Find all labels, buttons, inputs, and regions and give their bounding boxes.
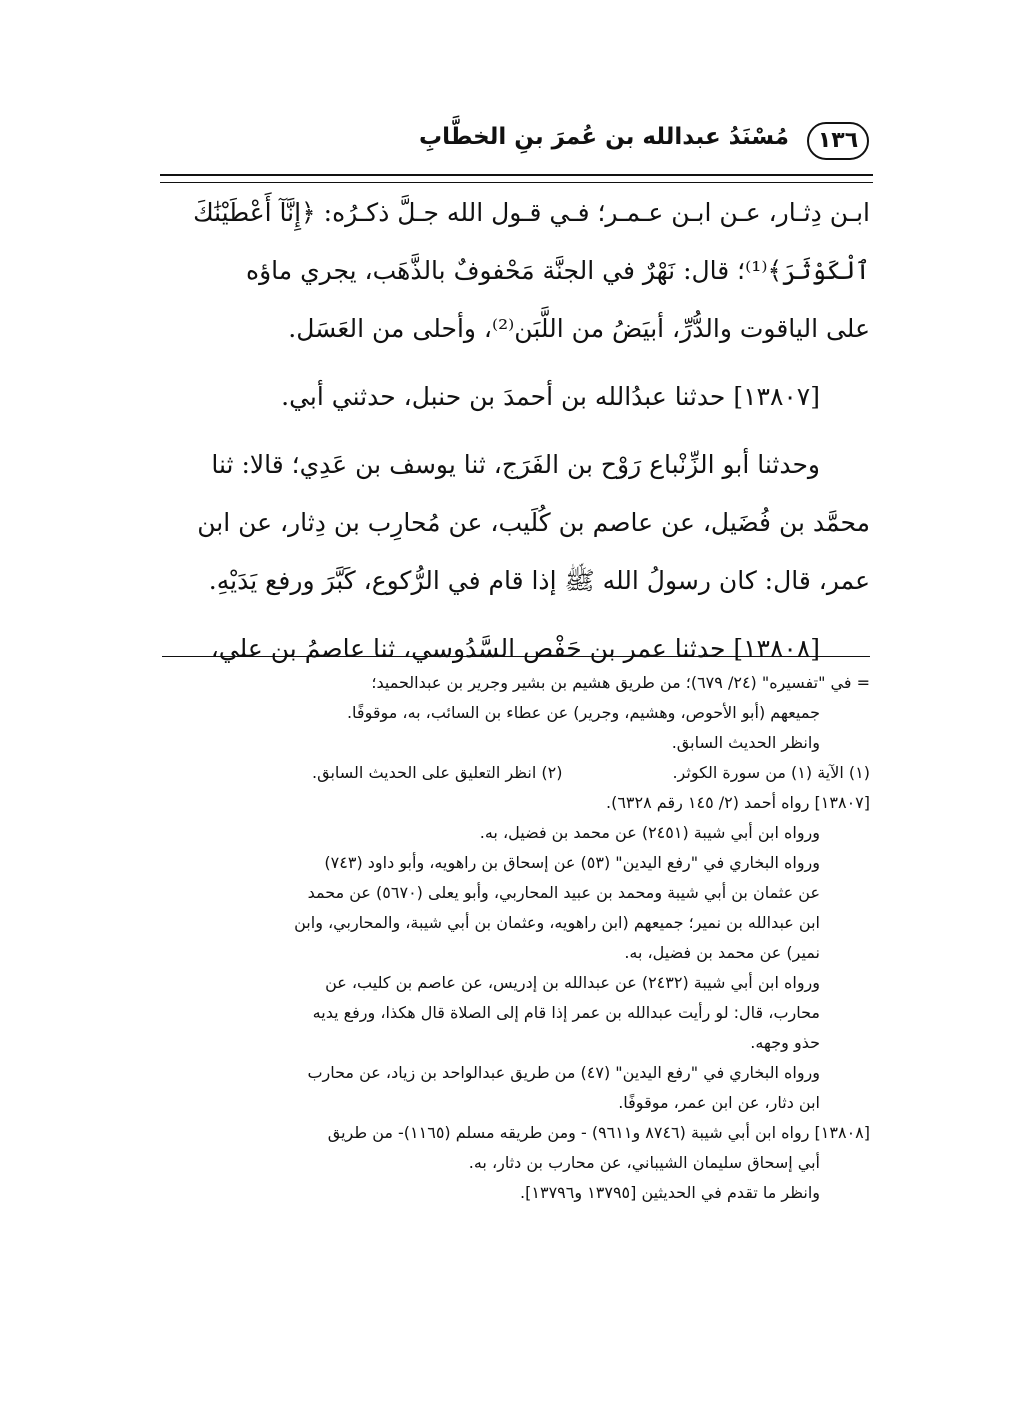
header-double-rule (160, 174, 873, 183)
footnotes (163, 668, 870, 1208)
footnote-line: ورواه البخاري في "رفع اليدين" (٤٧) من طريق عبدالواحد بن زياد، عن محارب (307, 1063, 820, 1082)
footnote-line: وانظر الحديث السابق. (671, 733, 820, 752)
footnote-2: (٢) انظر التعليق على الحديث السابق. (312, 763, 563, 782)
footnote-line: ورواه ابن أبي شيبة (٢٤٥١) عن محمد بن فضيل، به. (479, 823, 820, 842)
hadith-text-line: على الياقوت والدُّرِّ، أبيَضُ من اللَّبَن⁽²⁾، وأحلى من العَسَل. (288, 314, 870, 343)
footnote-line: حذو وجهه. (750, 1033, 820, 1052)
hadith-text-line: عمر، قال: كان رسولُ الله ﷺ إذا قام في الرُّكوع، كَبَّرَ ورفع يَدَيْهِ. (208, 566, 870, 595)
footnote-line: ابن دثار، عن ابن عمر، موقوفًا. (618, 1093, 820, 1112)
footnote-line: أبي إسحاق سليمان الشيباني، عن محارب بن دثار، به. (468, 1153, 820, 1172)
footnote-line: [١٣٨٠٨] رواه ابن أبي شيبة (٨٧٤٦ و٩٦١١) - ومن طريقه مسلم (١١٦٥)- من طريق (327, 1123, 870, 1142)
hadith-text-line: وحدثنا أبو الزِّنْباع رَوْح بن الفَرَج، ثنا يوسف بن عَدِي؛ قالا: ثنا (211, 450, 820, 479)
footnote-line: عن عثمان بن أبي شيبة ومحمد بن عبيد المحاربي، وأبو يعلى (٥٦٧٠) عن محمد (307, 883, 820, 902)
footnote-line: ورواه البخاري في "رفع اليدين" (٥٣) عن إسحاق بن راهويه، وأبو داود (٧٤٣) (324, 853, 820, 872)
footnote-line: ورواه ابن أبي شيبة (٢٤٣٢) عن عبدالله بن إدريس، عن عاصم بن كليب، عن (325, 973, 820, 992)
hadith-text-line: ٱلْكَوْثَرَ﴾⁽¹⁾؛ قال: نَهْرٌ في الجنَّة مَحْفوفٌ بالذَّهَب، يجري ماؤه (245, 256, 870, 285)
page-number: ١٣٦ (807, 122, 869, 160)
hadith-heading-13807: [١٣٨٠٧] حدثنا عبدُالله بن أحمدَ بن حنبل، حدثني أبي. (281, 382, 820, 411)
page-header (160, 118, 873, 168)
footnote-line: نمير) عن محمد بن فضيل، به. (624, 943, 820, 962)
footnote-line: جميعهم (أبو الأحوص، وهشيم، وجرير) عن عطاء بن السائب، به، موقوفًا. (346, 703, 820, 722)
footnote-pair (163, 758, 870, 788)
footnote-line: ابن عبدالله بن نمير؛ جميعهم (ابن راهويه، وعثمان بن أبي شيبة، والمحاربي، وابن (294, 913, 820, 932)
footnote-1: (١) الآية (١) من سورة الكوثر. (672, 763, 870, 782)
footnote-line: = في "تفسيره" (٢٤/ ٦٧٩)؛ من طريق هشيم بن بشير وجرير بن عبدالحميد؛ (371, 673, 870, 692)
footnote-line: محارب، قال: لو رأيت عبدالله بن عمر إذا قام إلى الصلاة قال هكذا، ورفع يديه (312, 1003, 820, 1022)
footnote-line: وانظر ما تقدم في الحديثين [١٣٧٩٥ و١٣٧٩٦]. (520, 1183, 820, 1202)
main-text (163, 184, 870, 678)
running-title: مُسْنَدُ عبدالله بن عُمرَ بنِ الخطَّابِ (419, 124, 789, 150)
hadith-heading-13808: [١٣٨٠٨] حدثنا عمر بن حَفْص السَّدُوسي، ثنا عاصمُ بن علي، (210, 634, 820, 663)
hadith-text-line: ابـن دِثـار، عـن ابـن عـمـر؛ فـي قـول الله جـلَّ ذكـرُه: ﴿إِنَّآ أَعْطَيْنَٰكَ (193, 198, 870, 227)
footnote-line: [١٣٨٠٧] رواه أحمد (٢/ ١٤٥ رقم ٦٣٢٨). (606, 793, 870, 812)
footnote-separator (162, 656, 870, 657)
hadith-text-line: محمَّد بن فُضَيل، عن عاصم بن كُلَيب، عن مُحارِب بن دِثار، عن ابن (197, 508, 870, 537)
